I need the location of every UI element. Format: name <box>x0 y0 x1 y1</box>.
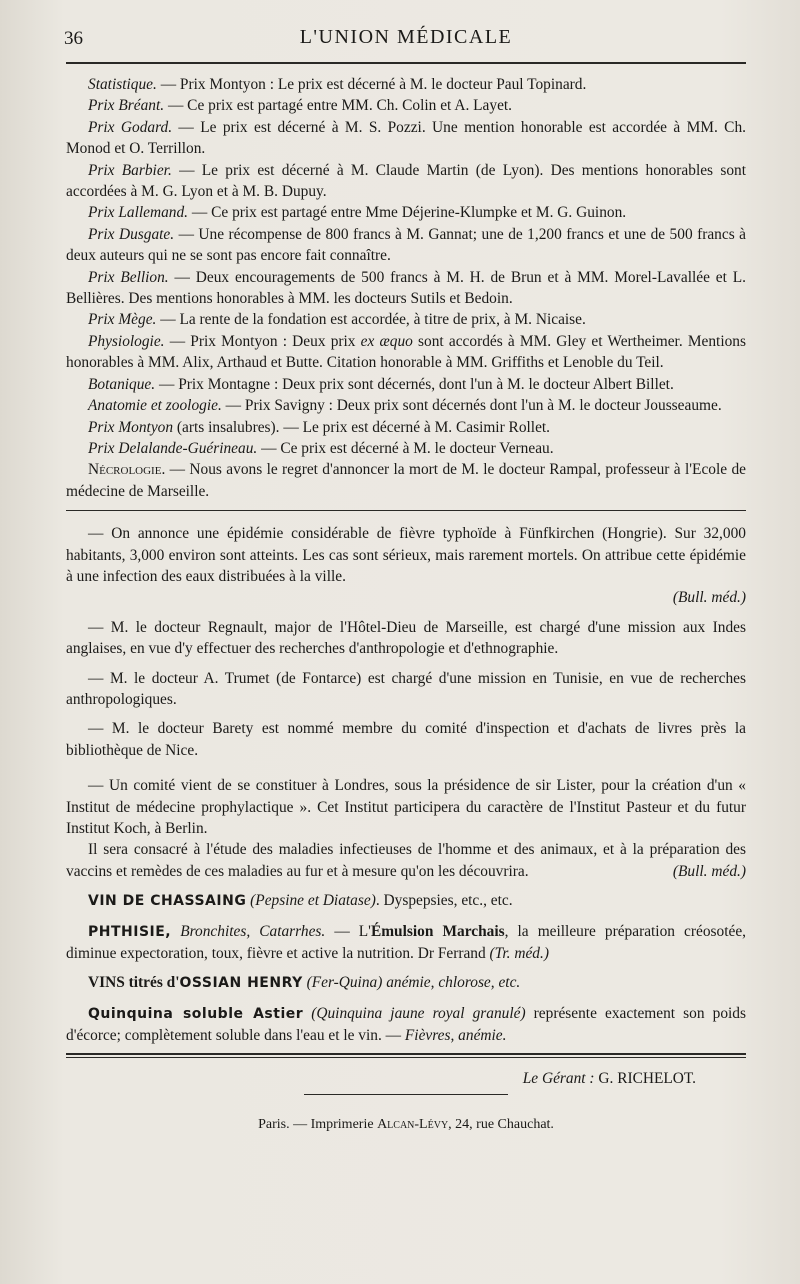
prize-paragraph <box>66 417 746 438</box>
news-section <box>66 523 746 882</box>
prize-paragraph <box>66 309 746 330</box>
advertisements <box>66 890 746 1046</box>
prize-name: Prix Bréant. <box>88 97 165 115</box>
prize-text: — Prix Montyon : Deux prix <box>164 332 361 350</box>
ex-aequo: ex æquo <box>360 332 413 350</box>
ad-brand: PHTHISIE, <box>88 923 172 940</box>
ad-product: Émulsion Marchais <box>370 922 505 940</box>
news-source: (Bull. méd.) <box>672 589 746 607</box>
ad-detail: (Pepsine et Diatase) <box>250 892 376 910</box>
prize-list <box>66 74 746 502</box>
prize-paragraph <box>66 438 746 459</box>
prize-paragraph <box>66 395 746 416</box>
section-rule <box>66 510 746 511</box>
prize-name: Prix Mège. <box>88 311 157 329</box>
header-rule <box>66 62 746 64</box>
prize-name: Prix Lallemand. <box>88 204 189 222</box>
prize-text: — Prix Montyon : Le prix est décerné à M. le docteur Paul Topinard. <box>156 76 587 93</box>
news-source: (Bull. méd.) <box>672 862 746 880</box>
gerant-name: G. RICHELOT. <box>594 1069 696 1087</box>
imprint-rule <box>304 1094 508 1095</box>
prize-paragraph <box>66 95 746 116</box>
spacer <box>66 995 746 1003</box>
prize-text: — Ce prix est partagé entre MM. Ch. Colin et A. Layet. <box>164 97 513 115</box>
ad-source: (Tr. méd.) <box>489 945 549 963</box>
prize-text: — Le prix est décerné à M. Claude Martin (de Lyon). Des mentions honorables sont accordées à M. G. Lyon et à M. B. Dupuy. <box>66 161 746 201</box>
news-regnault: — M. le docteur Regnault, major de l'Hôtel-Dieu de Marseille, est chargé d'une mission aux Indes anglaises, en vue d'y effectuer des recherches d'anthropologie et d'ethnographie. <box>66 618 746 658</box>
spacer <box>66 913 746 921</box>
prize-text: — Une récompense de 800 francs à M. Gannat; une de 1,200 francs et une de 500 francs à deux auteurs qui ne se sont pas encore fait connaître. <box>66 225 746 265</box>
spacer <box>66 710 746 718</box>
necrologie-paragraph <box>66 459 746 502</box>
prize-text: (arts insalubres). — Le prix est décerné à M. Casimir Rollet. <box>173 418 551 436</box>
prize-name: Prix Bellion. <box>88 268 169 286</box>
prize-paragraph <box>66 224 746 267</box>
ad-brand: Quinquina soluble Astier <box>88 1005 304 1022</box>
journal-title: L'UNION MÉDICALE <box>299 26 513 48</box>
prize-text: — La rente de la fondation est accordée, à titre de prix, à M. Nicaise. <box>156 311 586 329</box>
prize-paragraph <box>66 117 746 160</box>
ad-text: . Dyspepsies, etc., etc. <box>375 892 513 910</box>
ad-text: représente exactement son poids d'écorce; complètement soluble dans l'eau et le vin. — <box>66 1004 746 1045</box>
ad-phthisie <box>66 921 746 965</box>
imprint-printer: Alcan-Lévy <box>377 1116 449 1132</box>
prize-paragraph <box>66 374 746 395</box>
news-london: — Un comité vient de se constituer à Londres, sous la présidence de sir Lister, pour la création d'un « Institut de médecine prophylactique ». Cet Institut participera du caractère de l'Institut Pasteur et du futur Institut Koch, à Berlin. <box>66 777 746 837</box>
prize-paragraph <box>66 202 746 223</box>
prize-name: Botanique. <box>88 375 156 393</box>
ad-ossian-henry <box>66 972 746 994</box>
prize-text: — Ce prix est partagé entre Mme Déjerine-Klumpke et M. G. Guinon. <box>188 204 627 222</box>
prize-name: Physiologie. <box>88 332 165 350</box>
ad-detail: Fièvres, anémie. <box>404 1027 507 1045</box>
prize-text: — Prix Montagne : Deux prix sont décernés, dont l'un à M. le docteur Albert Billet. <box>155 375 674 393</box>
ad-detail: Bronchites, Catarrhes. <box>171 922 326 940</box>
imprint <box>66 1117 746 1133</box>
footer-rule <box>66 1053 746 1055</box>
ad-quinquina <box>66 1003 746 1047</box>
prize-name: Anatomie et zoologie. <box>88 397 222 415</box>
prize-paragraph <box>66 160 746 203</box>
news-trumet: — M. le docteur A. Trumet (de Fontarce) est chargé d'une mission en Tunisie, en vue de recherches anthropologiques. <box>66 669 746 708</box>
prize-text: — Deux encouragements de 500 francs à M. H. de Brun et à MM. Morel-Lavallée et L. Bellières. Des mentions honorables à MM. les docteurs Sutils et Bedoin. <box>66 268 746 308</box>
news-london-cont <box>66 839 746 882</box>
prize-name: Prix Barbier. <box>88 161 172 179</box>
prize-text: — Le prix est décerné à M. S. Pozzi. Une mention honorable est accordée à MM. Ch. Monod et O. Terrillon. <box>66 118 746 158</box>
prize-text: — Ce prix est décerné à M. le docteur Verneau. <box>257 439 554 457</box>
imprint-address: , 24, rue Chauchat. <box>448 1116 554 1132</box>
prize-name: Prix Delalande-Guérineau. <box>88 439 258 457</box>
ad-brand: OSSIAN HENRY <box>179 975 303 992</box>
prize-name: Prix Montyon <box>88 418 174 436</box>
gerant-line <box>66 1070 696 1088</box>
ad-detail: (Fer-Quina) anémie, chlorose, etc. <box>302 974 521 992</box>
spacer <box>66 660 746 668</box>
news-barety: — M. le docteur Barety est nommé membre du comité d'inspection et d'achats de livres près la bibliothèque de Nice. <box>66 720 746 759</box>
ad-vin-chassaing <box>66 890 746 912</box>
spacer <box>66 609 746 617</box>
prize-text: — Prix Savigny : Deux prix sont décernés dont l'un à M. le docteur Jousseaume. <box>221 397 722 415</box>
physiologie-paragraph <box>66 331 746 374</box>
news-text: Il sera consacré à l'étude des maladies infectieuses de l'homme et des animaux, et à la préparation des vaccins et remèdes de ces maladies au fur et à mesure qu'on les découvrira. <box>66 841 746 880</box>
page-number: 36 <box>64 28 83 49</box>
prize-name: Statistique. <box>88 76 157 93</box>
ad-text: , la meilleure préparation créosotée, diminue expectoration, toux, fièvre et active la nutrition. Dr Ferrand <box>66 922 746 963</box>
ad-brand: VINS titrés d' <box>88 974 180 992</box>
necrologie-label: Nécrologie. <box>88 461 166 479</box>
necrologie-text: — Nous avons le regret d'annoncer la mort de M. le docteur Rampal, professeur à l'Ecole de médecine de Marseille. <box>66 461 746 500</box>
spacer <box>66 882 746 890</box>
spacer <box>66 761 746 775</box>
prize-paragraph <box>66 74 746 95</box>
prize-name: Prix Godard. <box>88 118 173 136</box>
prize-paragraph <box>66 267 746 310</box>
ad-brand: VIN DE CHASSAING <box>88 893 247 910</box>
gerant-label: Le Gérant : <box>522 1069 595 1087</box>
imprint-text: Paris. — Imprimerie <box>258 1116 378 1132</box>
footer-rule-thin <box>66 1057 746 1058</box>
prize-text: sont accordés à MM. Gley et Wertheimer. Mentions honorables à MM. Alix, Arthaud et Butte. Citation honorable à MM. Griffiths et Lenoble du Teil. <box>66 332 746 372</box>
page-header <box>66 18 746 56</box>
ad-detail: (Quinquina jaune royal granulé) <box>303 1004 526 1022</box>
prize-name: Prix Dusgate. <box>88 225 175 243</box>
news-text: — On annonce une épidémie considérable de fièvre typhoïde à Fünfkirchen (Hongrie). Sur 32,000 habitants, 3,000 environ sont atteints. Les cas sont sérieux, mais rarement mortels. On attribue cette épidémie à une infection des eaux distribuées à la ville. <box>66 525 746 585</box>
ad-text: — L' <box>325 922 371 940</box>
news-typhoid <box>66 523 746 609</box>
spacer <box>66 964 746 972</box>
